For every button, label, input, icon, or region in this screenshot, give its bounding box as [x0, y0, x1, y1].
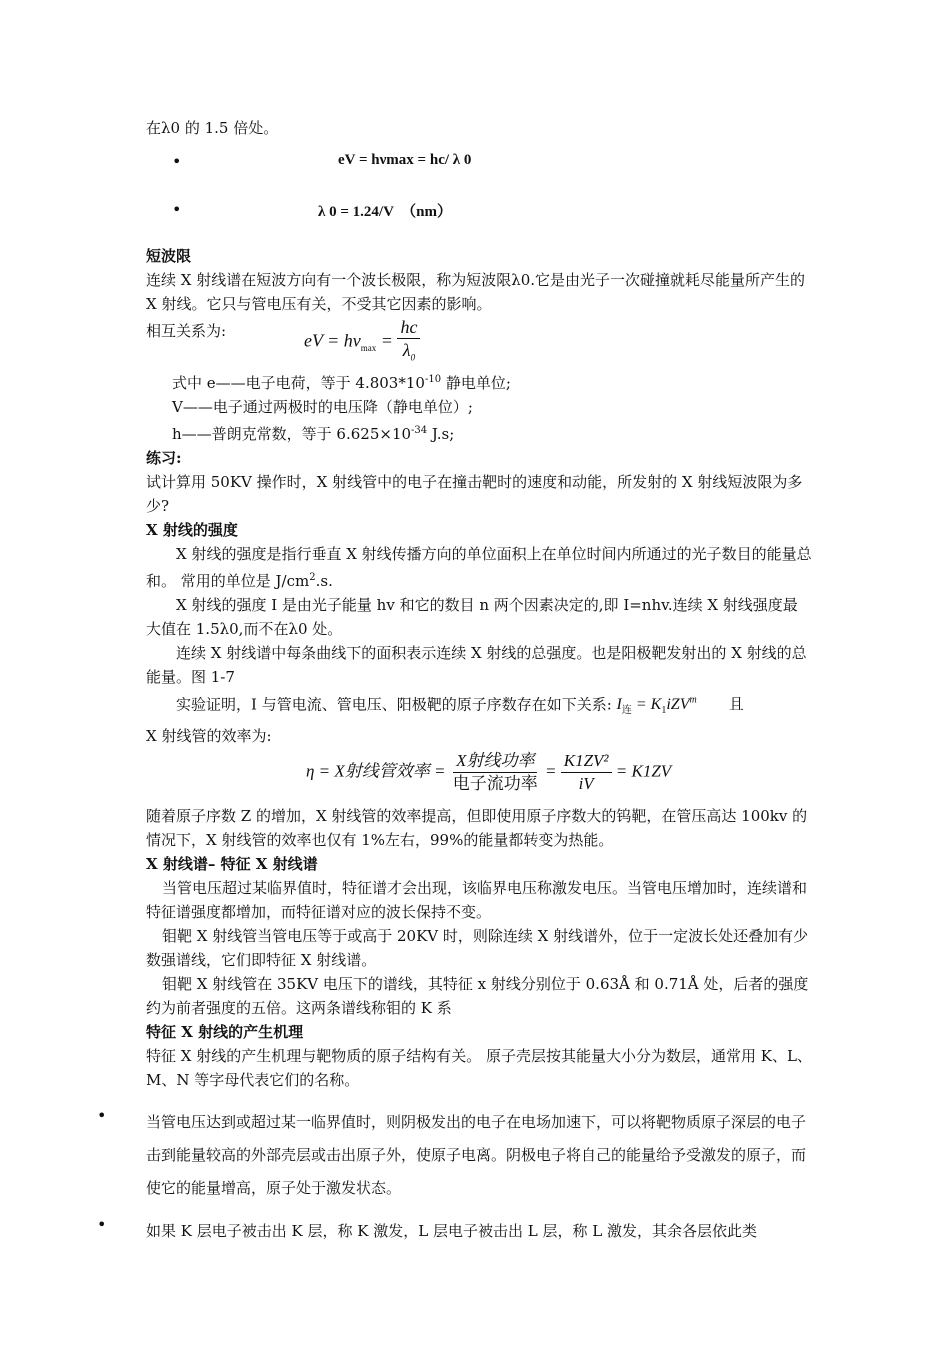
heading-characteristic-spectrum: X 射线谱– 特征 X 射线谱 [146, 854, 318, 873]
efficiency-label: X 射线管的效率为: [146, 726, 272, 745]
short-wave-paragraph: 连续 X 射线谱在短波方向有一个波长极限，称为短波限λ0.它是由光子一次碰撞就耗尽能量所产生的 X 射线。它只与管电压有关，不受其它因素的影响。 [146, 271, 806, 313]
bullet-icon: • [172, 152, 182, 171]
intensity-paragraph-4: 实验证明，I 与管电流、管电压、阳极靶的原子序数存在如下关系: $I_连 = K_1iZV^m$ 且 [176, 695, 744, 717]
char-paragraph-2: 钼靶 X 射线管当管电压等于或高于 20KV 时，则除连续 X 射线谱外，位于一定波长处还叠加有少数强谱线，它们即特征 X 射线谱。 [146, 926, 809, 969]
bullet-icon: • [97, 1214, 107, 1234]
heading-exercise: 练习: [146, 449, 182, 467]
char-paragraph-1: 当管电压超过某临界值时，特征谱才会出现，该临界电压称激发电压。当管电压增加时，连续谱和特征谱强度都增加，而特征谱对应的波长保持不变。 [146, 878, 808, 921]
equation-lambda0: λ 0 = 1.24/V （nm） [318, 204, 452, 220]
bullet-icon: • [97, 1105, 107, 1125]
equation-bullet-2 [146, 188, 812, 236]
intensity-paragraph-3: 连续 X 射线谱中每条曲线下的面积表示连续 X 射线的总强度。也是阳极靶发射出的 X 射线的总能量。图 1-7 [146, 644, 807, 686]
mechanism-bullet-2: • 如果 K 层电子被击出 K 层，称 K 激发，L 层电子被击出 L 层，称 L 激发，其余各层依此类 [97, 1214, 757, 1240]
relation-label: 相互关系为: [146, 322, 227, 340]
char-paragraph-3: 钼靶 X 射线管在 35KV 电压下的谱线，其特征 x 射线分别位于 0.63Å 和 0.71Å 处，后者的强度约为前者强度的五倍。这两条谱线称钼的 K 系 [146, 974, 809, 1017]
definition-v: V——电子通过两极时的电压降（静电单位）; [172, 398, 473, 416]
relation-equation-line [146, 316, 812, 368]
intensity-paragraph-1: X 射线的强度是指行垂直 X 射线传播方向的单位面积上在单位时间内所通过的光子数目的能量总和。 常用的单位是 $J/cm^2.s$. [146, 545, 812, 590]
intensity-formula: $I_连 = K_1iZV^m$ [616, 695, 697, 717]
mechanism-paragraph: 特征 X 射线的产生机理与靶物质的原子结构有关。 原子壳层按其能量大小分为数层，通常用 K、L、M、N 等字母代表它们的名称。 [146, 1046, 812, 1089]
mechanism-bullet-1: • 当管电压达到或超过某一临界值时，则阴极发出的电子在电场加速下，可以将靶物质原子深层的电子击到能量较高的外部壳层或击出原子外，使原子电离。阴极电子将自己的能量给予受激发的原子，而使它的能量增高，原子处于激发状态。 [97, 1105, 807, 1197]
bullet-icon: • [172, 200, 182, 219]
heading-short-wave-limit: 短波限 [146, 247, 192, 265]
heading-intensity: X 射线的强度 [146, 521, 238, 539]
intensity-paragraph-2: X 射线的强度 I 是由光子能量 hv 和它的数目 n 两个因素决定的,即 I=nhv.连续 X 射线强度最大值在 1.5λ0,而不在λ0 处。 [146, 596, 798, 638]
definition-e: 式中 e——电子电荷，等于 $4.803*10^{-10}$ 静电单位; [172, 374, 511, 392]
efficiency-paragraph: 随着原子序数 Z 的增加，X 射线管的效率提高，但即使用原子序数大的钨靶，在管压高达 100kv 的情况下，X 射线管的效率也仅有 1%左右，99%的能量都转变为热能。 [146, 806, 808, 849]
equation-ev: eV = hνmax = hc/ λ 0 [338, 152, 472, 168]
exercise-paragraph: 试计算用 50KV 操作时，X 射线管中的电子在撞击靶时的速度和动能，所发射的 X 射线短波限为多少? [146, 473, 803, 515]
efficiency-equation: η = X射线管效率 = $\frac{\text{X射线功率}}{\text{电子流功率}}$ = $\frac{\text{K1ZV²}}{iV}$ = K1ZV [306, 750, 672, 793]
definition-h: h——普朗克常数，等于 $6.625\times 10^{-34}$ J.s; [172, 425, 455, 443]
equation-bullet-1 [146, 140, 812, 188]
intro-line: 在λ0 的 1.5 倍处。 [146, 119, 279, 137]
relation-formula: eV = $h\nu_{max}$ = $\frac{hc}{\lambda_0}$ [304, 316, 420, 369]
heading-mechanism: 特征 X 射线的产生机理 [146, 1022, 304, 1041]
document-page [97, 116, 812, 1248]
